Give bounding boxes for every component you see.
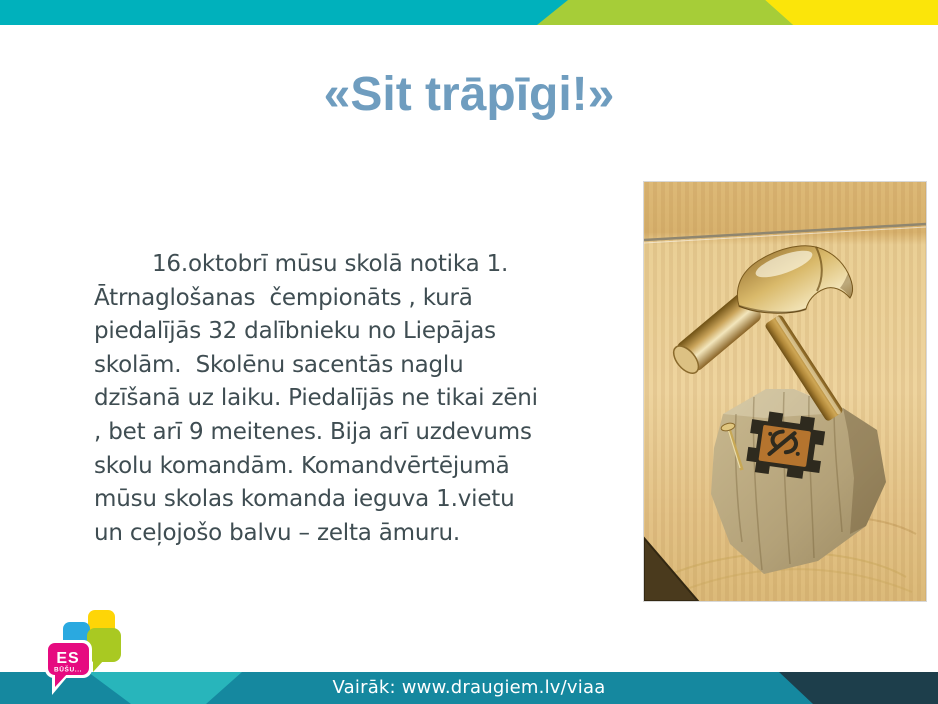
top-bar-yellow-trapezoid	[765, 0, 938, 25]
es-busu-logo	[44, 602, 140, 702]
page-title: «Sit trāpīgi!»	[323, 68, 615, 121]
body-paragraph	[94, 248, 614, 550]
hammer-trophy-photo	[644, 182, 926, 601]
es-busu-logo-graphic	[44, 602, 140, 702]
logo-text-sub: BŪŠU...	[53, 666, 83, 674]
body-line: 16.oktobrī mūsu skolā notika 1.	[152, 251, 509, 277]
top-decorative-bar	[0, 0, 938, 25]
footer-bar	[0, 672, 938, 704]
logo-text-main: ES	[56, 650, 80, 667]
top-bar-green-trapezoid	[537, 0, 793, 25]
body-line: , bet arī 9 meitenes. Bija arī uzdevums	[94, 418, 532, 445]
body-line: skolu komandām. Komandvērtējumā	[94, 452, 510, 479]
hammer-trophy-illustration	[644, 182, 926, 601]
body-line: dzīšanā uz laiku. Piedalījās ne tikai zēni	[94, 385, 538, 412]
body-line: piedalījās 32 dalībnieku no Liepājas	[94, 318, 496, 345]
logo-green-bubble	[87, 628, 121, 672]
logo-pink-speech-bubble	[45, 640, 92, 695]
footer-link-text: Vairāk: www.draugiem.lv/viaa	[332, 677, 606, 698]
body-line: skolām. Skolēnu sacentās naglu	[94, 351, 464, 378]
body-line: un ceļojošo balvu – zelta āmuru.	[94, 519, 461, 546]
body-line: mūsu skolas komanda ieguva 1.vietu	[94, 486, 515, 513]
body-line: Ātrnaglošanas čempionāts , kurā	[94, 284, 473, 311]
top-bar-shapes	[0, 0, 938, 25]
